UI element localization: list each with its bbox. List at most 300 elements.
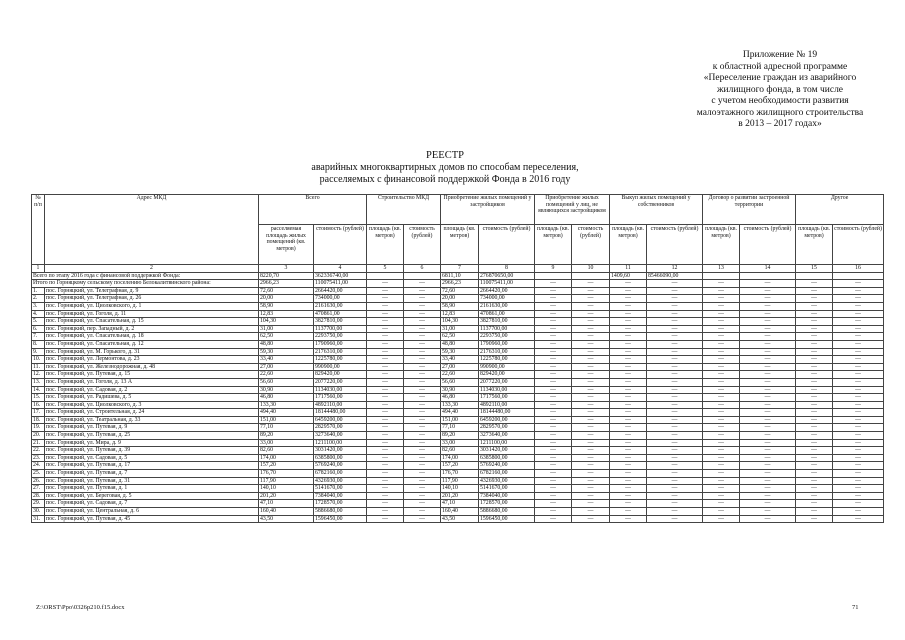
row-number: 1. [32, 287, 45, 295]
row-dash: — [703, 363, 740, 371]
row-dash: — [404, 401, 441, 409]
row-dash: — [647, 432, 703, 440]
row-total-area: 43,50 [259, 515, 314, 523]
row-purchase-area: 46,80 [441, 394, 479, 402]
row-address: пос. Горняцкий, ул. Телеграфная, д. 26 [45, 295, 259, 303]
row-purchase-cost: 2077220,00 [479, 378, 535, 386]
row-address: пос. Горняцкий, ул. Мира, д. 9 [45, 439, 259, 447]
row-dash: — [610, 371, 647, 379]
row-dash: — [833, 485, 884, 493]
summary-cell: — [703, 280, 740, 288]
row-number: 25. [32, 470, 45, 478]
row-dash: — [833, 287, 884, 295]
row-total-cost: 470861,00 [314, 310, 367, 318]
row-purchase-cost: 6385800,00 [479, 454, 535, 462]
row-dash: — [572, 508, 610, 516]
row-total-area: 20,00 [259, 295, 314, 303]
title-line: аварийных многоквартирных домов по способам переселения, [311, 162, 579, 173]
row-dash: — [572, 295, 610, 303]
column-number: 9 [535, 265, 572, 273]
row-dash: — [833, 340, 884, 348]
row-total-area: 46,80 [259, 394, 314, 402]
row-address: пос. Горняцкий, ул. Путевая, д. 15 [45, 371, 259, 379]
row-dash: — [610, 333, 647, 341]
row-purchase-cost: 1728570,00 [479, 500, 535, 508]
row-dash: — [740, 409, 796, 417]
row-purchase-cost: 1137700,00 [479, 325, 535, 333]
row-dash: — [833, 394, 884, 402]
row-number: 21. [32, 439, 45, 447]
row-dash: — [404, 356, 441, 364]
row-address: пос. Горняцкий, ул. Спасательная, д. 12 [45, 340, 259, 348]
summary-row [32, 272, 884, 280]
row-dash: — [610, 287, 647, 295]
row-dash: — [703, 454, 740, 462]
row-dash: — [703, 485, 740, 493]
row-purchase-cost: 2161630,00 [479, 302, 535, 310]
row-dash: — [572, 401, 610, 409]
row-number: 6. [32, 325, 45, 333]
row-dash: — [647, 416, 703, 424]
row-total-cost: 3031420,00 [314, 447, 367, 455]
table-row [32, 470, 884, 478]
row-dash: — [404, 318, 441, 326]
row-dash: — [404, 508, 441, 516]
table-row [32, 333, 884, 341]
row-dash: — [647, 386, 703, 394]
row-address: пос. Горняцкий, ул. Театральная, д. 33 [45, 416, 259, 424]
row-purchase-area: 160,40 [441, 508, 479, 516]
row-dash: — [367, 477, 404, 485]
row-dash: — [367, 424, 404, 432]
row-dash: — [572, 492, 610, 500]
appendix-line: к областной адресной программе [712, 61, 848, 72]
subheader-area: площадь (кв. метров) [703, 225, 740, 265]
row-dash: — [572, 356, 610, 364]
row-purchase-area: 201,20 [441, 492, 479, 500]
row-number: 13. [32, 378, 45, 386]
row-dash: — [572, 454, 610, 462]
row-dash: — [404, 492, 441, 500]
column-number: 13 [703, 265, 740, 273]
summary-cell: 110075411,00 [314, 280, 367, 288]
row-dash: — [703, 333, 740, 341]
row-total-cost: 5141670,00 [314, 485, 367, 493]
row-purchase-area: 151,00 [441, 416, 479, 424]
row-purchase-area: 174,00 [441, 454, 479, 462]
table-row [32, 492, 884, 500]
row-dash: — [833, 462, 884, 470]
row-dash: — [610, 462, 647, 470]
row-dash: — [647, 310, 703, 318]
row-dash: — [572, 378, 610, 386]
row-dash: — [572, 340, 610, 348]
row-dash: — [572, 394, 610, 402]
row-purchase-area: 140,10 [441, 485, 479, 493]
row-dash: — [796, 515, 833, 523]
row-dash: — [740, 295, 796, 303]
row-dash: — [367, 348, 404, 356]
row-dash: — [535, 310, 572, 318]
summary-cell [833, 272, 884, 280]
row-total-cost: 6782160,00 [314, 470, 367, 478]
row-dash: — [703, 348, 740, 356]
row-dash: — [404, 394, 441, 402]
row-purchase-cost: 2293750,00 [479, 333, 535, 341]
column-number: 4 [314, 265, 367, 273]
summary-cell: 110075411,00 [479, 280, 535, 288]
row-dash: — [404, 515, 441, 523]
row-dash: — [610, 424, 647, 432]
row-dash: — [535, 462, 572, 470]
row-total-cost: 1211100,00 [314, 439, 367, 447]
summary-cell: — [796, 280, 833, 288]
row-number: 11. [32, 363, 45, 371]
column-number: 7 [441, 265, 479, 273]
row-dash: — [610, 432, 647, 440]
row-address: пос. Горняцкий, ул. Телеграфная, д. 9 [45, 287, 259, 295]
row-purchase-area: 104,30 [441, 318, 479, 326]
row-number: 30. [32, 508, 45, 516]
row-purchase-cost: 7384040,00 [479, 492, 535, 500]
row-dash: — [535, 386, 572, 394]
row-total-area: 201,20 [259, 492, 314, 500]
column-number: 8 [479, 265, 535, 273]
row-total-area: 77,10 [259, 424, 314, 432]
row-total-area: 494,40 [259, 409, 314, 417]
row-total-area: 89,20 [259, 432, 314, 440]
summary-cell: — [404, 280, 441, 288]
row-dash: — [833, 477, 884, 485]
row-dash: — [367, 340, 404, 348]
row-dash: — [703, 492, 740, 500]
table-row [32, 287, 884, 295]
appendix-line: в 2013 – 2017 годах» [738, 119, 822, 129]
row-dash: — [610, 325, 647, 333]
row-dash: — [796, 439, 833, 447]
table-row [32, 310, 884, 318]
row-total-area: 133,30 [259, 401, 314, 409]
row-dash: — [647, 363, 703, 371]
row-total-cost: 1790960,00 [314, 340, 367, 348]
row-number: 27. [32, 485, 45, 493]
appendix-block [660, 50, 900, 131]
table-row [32, 508, 884, 516]
summary-label: Всего по этапу 2016 года с финансовой поддержкой Фонда: [32, 272, 259, 280]
summary-cell: 6811,10 [441, 272, 479, 280]
row-dash: — [833, 492, 884, 500]
row-dash: — [796, 508, 833, 516]
row-dash: — [833, 454, 884, 462]
row-dash: — [610, 340, 647, 348]
row-number: 15. [32, 394, 45, 402]
row-dash: — [535, 515, 572, 523]
row-dash: — [610, 401, 647, 409]
row-dash: — [404, 439, 441, 447]
row-dash: — [610, 356, 647, 364]
row-total-cost: 2829570,00 [314, 424, 367, 432]
row-dash: — [740, 432, 796, 440]
row-dash: — [404, 295, 441, 303]
table-row [32, 378, 884, 386]
row-address: пос. Горняцкий, ул. Циолковского, д. 3 [45, 401, 259, 409]
row-dash: — [833, 439, 884, 447]
row-purchase-area: 82,60 [441, 447, 479, 455]
row-total-area: 48,80 [259, 340, 314, 348]
row-dash: — [367, 416, 404, 424]
row-total-cost: 7384040,00 [314, 492, 367, 500]
row-dash: — [833, 348, 884, 356]
row-dash: — [404, 378, 441, 386]
table-row [32, 447, 884, 455]
row-dash: — [796, 378, 833, 386]
row-dash: — [647, 371, 703, 379]
row-address: пос. Горняцкий, ул. Путевая, д. 9 [45, 424, 259, 432]
table-row [32, 295, 884, 303]
summary-cell: — [610, 280, 647, 288]
row-dash: — [796, 394, 833, 402]
row-total-cost: 3273640,00 [314, 432, 367, 440]
summary-cell [796, 272, 833, 280]
row-dash: — [647, 394, 703, 402]
row-dash: — [404, 432, 441, 440]
row-dash: — [367, 500, 404, 508]
row-dash: — [740, 394, 796, 402]
column-number: 2 [45, 265, 259, 273]
row-total-cost: 1134030,00 [314, 386, 367, 394]
row-dash: — [610, 500, 647, 508]
row-number: 29. [32, 500, 45, 508]
row-dash: — [740, 325, 796, 333]
subheader-cost: стоимость (рублей) [740, 225, 796, 265]
row-dash: — [740, 492, 796, 500]
row-purchase-area: 20,00 [441, 295, 479, 303]
row-dash: — [833, 500, 884, 508]
row-dash: — [404, 424, 441, 432]
summary-cell [572, 272, 610, 280]
row-dash: — [535, 356, 572, 364]
subheader-area: площадь (кв. метров) [367, 225, 404, 265]
row-total-area: 30,90 [259, 386, 314, 394]
table-row [32, 363, 884, 371]
row-dash: — [740, 477, 796, 485]
row-dash: — [833, 424, 884, 432]
row-dash: — [703, 500, 740, 508]
row-dash: — [796, 318, 833, 326]
row-number: 26. [32, 477, 45, 485]
row-dash: — [796, 302, 833, 310]
row-dash: — [647, 401, 703, 409]
row-total-area: 72,60 [259, 287, 314, 295]
row-dash: — [703, 432, 740, 440]
row-total-cost: 4326930,00 [314, 477, 367, 485]
row-address: пос. Горняцкий, ул. Садовая, д. 5 [45, 454, 259, 462]
row-purchase-area: 59,30 [441, 348, 479, 356]
row-dash: — [535, 439, 572, 447]
row-dash: — [404, 409, 441, 417]
row-dash: — [740, 318, 796, 326]
column-number: 12 [647, 265, 703, 273]
row-dash: — [367, 492, 404, 500]
row-number: 17. [32, 409, 45, 417]
row-dash: — [647, 424, 703, 432]
header-total: Всего [259, 195, 367, 225]
row-dash: — [610, 302, 647, 310]
summary-cell: 1409,60 [610, 272, 647, 280]
row-dash: — [404, 454, 441, 462]
summary-cell [740, 272, 796, 280]
row-dash: — [740, 470, 796, 478]
row-dash: — [610, 409, 647, 417]
row-dash: — [535, 416, 572, 424]
row-dash: — [535, 500, 572, 508]
summary-cell: 362336740,00 [314, 272, 367, 280]
row-total-area: 56,60 [259, 378, 314, 386]
row-address: пос. Горняцкий, ул. Садовая, д. 2 [45, 386, 259, 394]
row-total-cost: 734000,00 [314, 295, 367, 303]
row-total-area: 104,30 [259, 318, 314, 326]
row-dash: — [833, 356, 884, 364]
row-dash: — [404, 340, 441, 348]
subheader-cost: стоимость (рублей) [833, 225, 884, 265]
row-dash: — [796, 310, 833, 318]
column-number: 6 [404, 265, 441, 273]
row-dash: — [367, 325, 404, 333]
row-dash: — [610, 515, 647, 523]
table-row [32, 325, 884, 333]
row-dash: — [367, 386, 404, 394]
column-numbers-row [32, 265, 884, 273]
row-purchase-area: 30,90 [441, 386, 479, 394]
row-dash: — [796, 492, 833, 500]
row-purchase-cost: 6459200,00 [479, 416, 535, 424]
row-purchase-cost: 3827810,00 [479, 318, 535, 326]
row-dash: — [404, 348, 441, 356]
row-dash: — [647, 295, 703, 303]
row-address: пос. Горняцкий, ул. Радишева, д. 5 [45, 394, 259, 402]
row-purchase-cost: 1211100,00 [479, 439, 535, 447]
row-dash: — [535, 287, 572, 295]
row-dash: — [647, 318, 703, 326]
row-dash: — [833, 470, 884, 478]
table-row [32, 485, 884, 493]
row-address: пос. Горняцкий, ул. Гоголя, д. 11 [45, 310, 259, 318]
row-dash: — [404, 325, 441, 333]
row-dash: — [740, 447, 796, 455]
row-purchase-cost: 3273640,00 [479, 432, 535, 440]
row-dash: — [367, 515, 404, 523]
row-dash: — [572, 424, 610, 432]
row-dash: — [703, 386, 740, 394]
row-number: 7. [32, 333, 45, 341]
row-dash: — [572, 485, 610, 493]
title-line: расселяемых с финансовой поддержкой Фонда в 2016 году [319, 174, 571, 185]
row-total-area: 82,60 [259, 447, 314, 455]
table-row [32, 500, 884, 508]
row-dash: — [535, 432, 572, 440]
row-dash: — [404, 485, 441, 493]
row-address: пос. Горняцкий, ул. Гоголя, д. 13 А [45, 378, 259, 386]
row-purchase-area: 58,90 [441, 302, 479, 310]
row-total-cost: 1137700,00 [314, 325, 367, 333]
row-dash: — [367, 485, 404, 493]
row-dash: — [535, 378, 572, 386]
row-dash: — [703, 371, 740, 379]
row-purchase-cost: 4892110,00 [479, 401, 535, 409]
row-dash: — [572, 333, 610, 341]
subheader-area-resettled: расселяемая площадь жилых помещений (кв. метров) [259, 225, 314, 265]
row-dash: — [535, 340, 572, 348]
row-dash: — [535, 508, 572, 516]
column-number: 11 [610, 265, 647, 273]
summary-row [32, 280, 884, 288]
row-dash: — [647, 515, 703, 523]
summary-cell: — [572, 280, 610, 288]
row-number: 3. [32, 302, 45, 310]
row-dash: — [610, 416, 647, 424]
row-dash: — [703, 302, 740, 310]
row-address: пос. Горняцкий, ул. Путевая, д. 45 [45, 515, 259, 523]
header-num: № п/п [32, 195, 45, 265]
row-dash: — [740, 424, 796, 432]
table-row [32, 302, 884, 310]
row-purchase-cost: 1134030,00 [479, 386, 535, 394]
row-dash: — [796, 340, 833, 348]
row-dash: — [703, 378, 740, 386]
row-dash: — [367, 318, 404, 326]
row-purchase-area: 33,40 [441, 356, 479, 364]
row-purchase-cost: 3031420,00 [479, 447, 535, 455]
row-dash: — [740, 416, 796, 424]
row-dash: — [647, 333, 703, 341]
row-dash: — [367, 470, 404, 478]
table-row [32, 462, 884, 470]
row-dash: — [647, 485, 703, 493]
row-dash: — [703, 416, 740, 424]
row-dash: — [703, 318, 740, 326]
row-purchase-area: 89,20 [441, 432, 479, 440]
row-purchase-cost: 5141670,00 [479, 485, 535, 493]
table-row [32, 416, 884, 424]
row-dash: — [740, 500, 796, 508]
table-row [32, 386, 884, 394]
row-dash: — [740, 363, 796, 371]
row-purchase-cost: 2829570,00 [479, 424, 535, 432]
row-dash: — [647, 340, 703, 348]
row-dash: — [367, 401, 404, 409]
row-purchase-area: 176,70 [441, 470, 479, 478]
row-dash: — [572, 348, 610, 356]
row-total-cost: 6385800,00 [314, 454, 367, 462]
row-number: 16. [32, 401, 45, 409]
row-dash: — [535, 470, 572, 478]
row-dash: — [610, 485, 647, 493]
row-dash: — [833, 378, 884, 386]
row-dash: — [647, 302, 703, 310]
row-number: 22. [32, 447, 45, 455]
row-dash: — [740, 348, 796, 356]
table-row [32, 348, 884, 356]
row-dash: — [610, 386, 647, 394]
row-address: пос. Горняцкий, ул. Центральная, д. 6 [45, 508, 259, 516]
row-dash: — [404, 470, 441, 478]
row-dash: — [610, 447, 647, 455]
summary-cell: — [535, 280, 572, 288]
summary-cell: 276870650,00 [479, 272, 535, 280]
row-dash: — [367, 371, 404, 379]
row-dash: — [367, 508, 404, 516]
row-dash: — [647, 287, 703, 295]
